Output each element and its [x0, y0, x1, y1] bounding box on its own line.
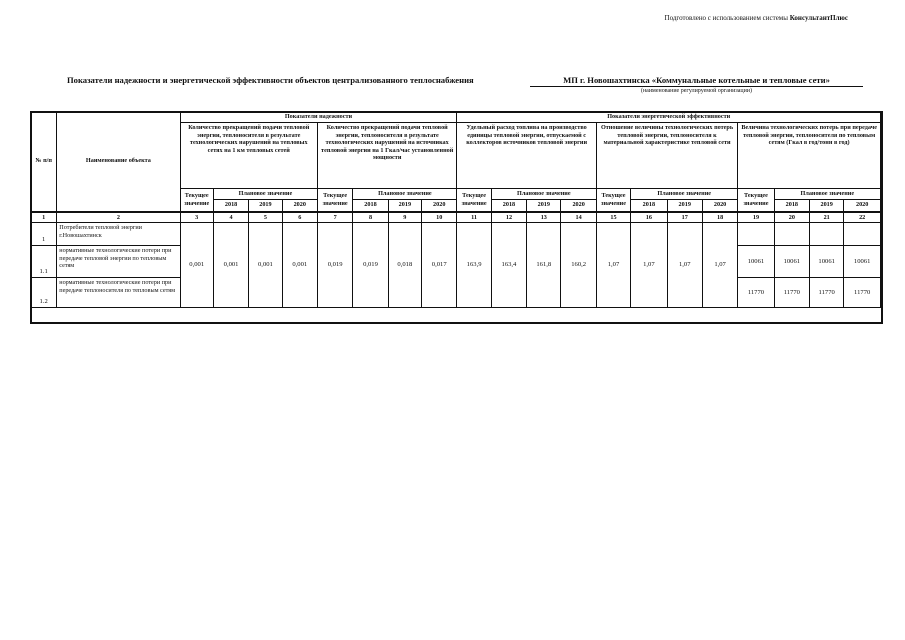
column-number: 19	[738, 212, 774, 223]
header-current: Текущее значение	[317, 189, 352, 212]
table-row	[31, 223, 881, 246]
value-cell: 0,001	[249, 223, 282, 308]
column-number: 8	[353, 212, 388, 223]
column-number: 14	[561, 212, 596, 223]
header-reliability: Показатели надежности	[180, 112, 457, 123]
value-cell: 0,019	[353, 223, 388, 308]
column-number: 9	[388, 212, 421, 223]
column-number: 20	[774, 212, 809, 223]
header-current: Текущее значение	[457, 189, 491, 212]
header-year: 2020	[561, 200, 596, 212]
value-cell: 0,019	[317, 223, 352, 308]
column-number: 21	[810, 212, 844, 223]
column-number: 10	[422, 212, 457, 223]
column-number: 6	[282, 212, 317, 223]
value-cell: 11770	[738, 278, 774, 308]
value-cell: 10061	[810, 246, 844, 278]
prepared-note-brand: КонсультантПлюс	[789, 14, 848, 22]
value-cell	[774, 223, 809, 246]
value-cell: 10061	[774, 246, 809, 278]
header-current: Текущее значение	[180, 189, 213, 212]
header-sub1: Количество прекращений подачи тепловой энергии, теплоносителя в результате технологических нарушений на тепловых сетях на 1 км тепловых сетей	[180, 123, 317, 189]
header-year: 2018	[631, 200, 667, 212]
prepared-note	[665, 14, 848, 22]
header-planned: Плановое значение	[353, 189, 457, 200]
value-cell: 0,017	[422, 223, 457, 308]
header-year: 2019	[810, 200, 844, 212]
column-number: 5	[249, 212, 282, 223]
value-cell: 11770	[774, 278, 809, 308]
value-cell: 10061	[738, 246, 774, 278]
prepared-note-text: Подготовлено с использованием системы	[664, 14, 790, 22]
column-number: 7	[317, 212, 352, 223]
row-number: 1	[31, 223, 57, 246]
header-planned: Плановое значение	[213, 189, 317, 200]
value-cell: 0,001	[180, 223, 213, 308]
column-number: 17	[667, 212, 702, 223]
header-efficiency: Показатели энергетической эффективности	[457, 112, 881, 123]
organization-name: МП г. Новошахтинска «Коммунальные котельные и тепловые сети»	[530, 75, 863, 87]
header-year: 2018	[491, 200, 526, 212]
header-year: 2018	[774, 200, 809, 212]
value-cell: 1,07	[667, 223, 702, 308]
header-sub4: Отношение величины технологических потерь тепловой энергии, теплоносителя к материальной характеристике тепловой сети	[596, 123, 737, 189]
column-number: 16	[631, 212, 667, 223]
header-sub3: Удельный расход топлива на производство единицы тепловой энергии, отпускаемой с коллекторов источников тепловой энергии	[457, 123, 596, 189]
header-sub2: Количество прекращений подачи тепловой энергии, теплоносителя в результате технологических нарушений на источниках тепловой энергии на 1 Гкал/час установленной мощности	[317, 123, 456, 189]
value-cell: 1,07	[702, 223, 737, 308]
header-current: Текущее значение	[738, 189, 774, 212]
header-planned: Плановое значение	[631, 189, 738, 200]
column-number: 1	[31, 212, 57, 223]
header-year: 2020	[702, 200, 737, 212]
organization-caption: (наименование регулируемой организации)	[640, 88, 753, 94]
header-year: 2019	[527, 200, 561, 212]
row-name: нормативные технологические потери при передаче тепловой энергии по тепловым сетям	[57, 246, 180, 278]
row-number: 1.2	[31, 278, 57, 308]
column-number: 13	[527, 212, 561, 223]
value-cell: 1,07	[596, 223, 630, 308]
column-number: 22	[844, 212, 881, 223]
header-planned: Плановое значение	[774, 189, 880, 200]
column-number: 4	[213, 212, 248, 223]
header-year: 2020	[422, 200, 457, 212]
value-cell: 161,8	[527, 223, 561, 308]
value-cell: 0,018	[388, 223, 421, 308]
header-year: 2018	[213, 200, 248, 212]
header-year: 2020	[844, 200, 881, 212]
header-num: № п/п	[31, 112, 57, 212]
value-cell: 0,001	[282, 223, 317, 308]
column-number: 15	[596, 212, 630, 223]
document-title: Показатели надежности и энергетической эффективности объектов централизованного теплоснабжения	[67, 75, 474, 85]
indicators-table	[30, 111, 881, 308]
column-number: 18	[702, 212, 737, 223]
header-planned: Плановое значение	[491, 189, 596, 200]
value-cell: 163,9	[457, 223, 491, 308]
value-cell	[844, 223, 881, 246]
column-number: 11	[457, 212, 491, 223]
row-name: Потребители тепловой энергии г.Новошахтинск	[57, 223, 180, 246]
header-year: 2018	[353, 200, 388, 212]
header-object: Наименование объекта	[57, 112, 180, 212]
column-number: 3	[180, 212, 213, 223]
value-cell: 11770	[810, 278, 844, 308]
value-cell: 163,4	[491, 223, 526, 308]
value-cell: 1,07	[631, 223, 667, 308]
header-sub5: Величина технологических потерь при передаче тепловой энергии, теплоносителя по тепловым сетям (Гкал в год/тонн в год)	[738, 123, 881, 189]
header-year: 2019	[249, 200, 282, 212]
value-cell	[810, 223, 844, 246]
column-number: 12	[491, 212, 526, 223]
row-number: 1.1	[31, 246, 57, 278]
value-cell: 10061	[844, 246, 881, 278]
row-name: нормативные технологические потери при передаче теплоносителя по тепловым сетям	[57, 278, 180, 308]
value-cell: 160,2	[561, 223, 596, 308]
column-number: 2	[57, 212, 180, 223]
header-year: 2019	[667, 200, 702, 212]
header-year: 2020	[282, 200, 317, 212]
value-cell	[738, 223, 774, 246]
header-current: Текущее значение	[596, 189, 630, 212]
value-cell: 11770	[844, 278, 881, 308]
header-year: 2019	[388, 200, 421, 212]
value-cell: 0,001	[213, 223, 248, 308]
